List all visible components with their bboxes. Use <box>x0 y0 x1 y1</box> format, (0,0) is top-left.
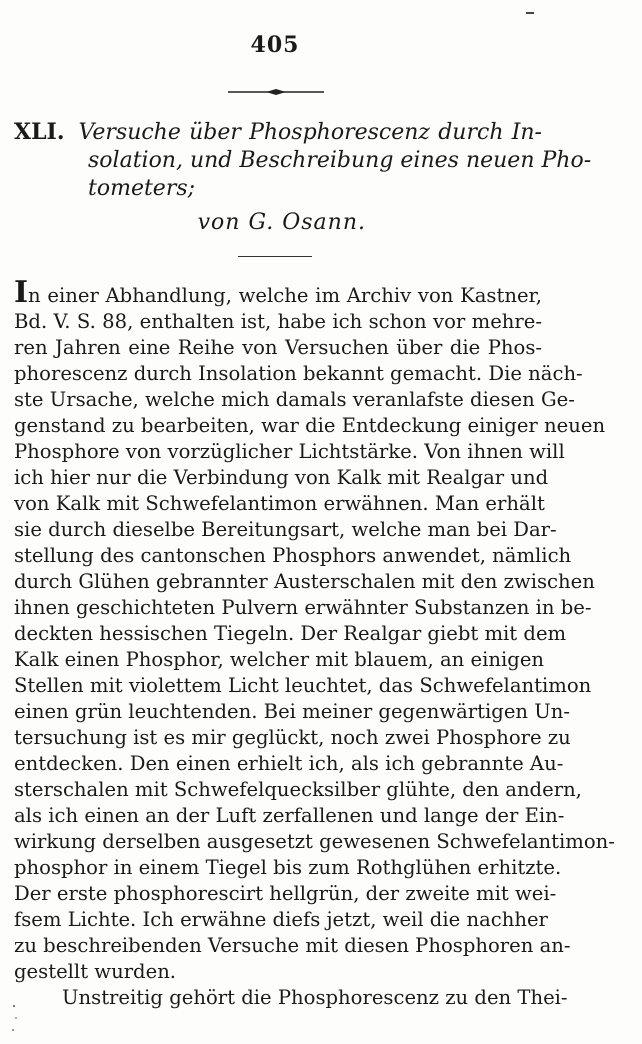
body-line: ihnen geschichteten Pulvern erwähnter Substanzen in be- <box>14 596 592 619</box>
body-line: ste Ursache, welche mich damals veranlafste diesen Ge- <box>14 388 575 411</box>
title-line-3: tometers; <box>88 176 196 201</box>
body-line: wirkung derselben ausgesetzt gewesenen Schwefelantimon- <box>14 830 615 853</box>
title-line-1 <box>14 118 542 147</box>
body-line: Der erste phosphorescirt hellgrün, der zweite mit wei- <box>14 882 557 905</box>
body-line: Kalk einen Phosphor, welcher mit blauem, an einigen <box>14 648 545 671</box>
page-number: 405 <box>250 32 300 58</box>
body-line: als ich einen an der Luft zerfallenen und lange der Ein- <box>14 804 565 827</box>
body-line: deckten hessischen Tiegeln. Der Realgar giebt mit dem <box>14 622 567 645</box>
body-line: Stellen mit violettem Licht leuchtet, das Schwefelantimon <box>14 674 592 697</box>
body-line-text: n einer Abhandlung, welche im Archiv von Kastner, <box>28 284 542 307</box>
body-line: tersuchung ist es mir geglückt, noch zwei Phosphore zu <box>14 726 571 749</box>
body-text <box>14 275 615 1011</box>
body-line: ren Jahren eine Reihe von Versuchen über die Phos- <box>14 336 542 359</box>
body-line: zu beschreibenden Versuche mit diesen Phosphoren an- <box>14 934 571 957</box>
body-line: einen grün leuchtenden. Bei meiner gegenwärtigen Un- <box>14 700 571 723</box>
section-divider <box>238 256 312 257</box>
article-numeral: XLI. <box>14 119 65 145</box>
drop-cap: I <box>14 275 29 310</box>
margin-specks-icon <box>10 1000 20 1040</box>
body-line: phorescenz durch Insolation bekannt gemacht. Die näch- <box>14 362 583 385</box>
title-line-2: solation, und Beschreibung eines neuen Pho- <box>88 148 592 173</box>
body-line: phosphor in einem Tiegel bis zum Rothglühen erhitzte. <box>14 856 562 879</box>
body-line: sie durch dieselbe Bereitungsart, welche man bei Dar- <box>14 518 557 541</box>
title-text-1: Versuche über Phosphorescenz durch In- <box>78 120 542 145</box>
body-line: Phosphore von vorzüglicher Lichtstärke. Von ihnen will <box>14 440 565 463</box>
print-mark <box>526 12 534 14</box>
body-line: von Kalk mit Schwefelantimon erwähnen. Man erhält <box>14 492 545 515</box>
author-line <box>0 210 546 235</box>
body-line <box>14 275 542 310</box>
body-line: sterschalen mit Schwefelquecksilber glühte, den andern, <box>14 778 582 801</box>
body-line: Bd. V. S. 88, enthalten ist, habe ich schon vor mehre- <box>14 310 542 333</box>
body-line: ich hier nur die Verbindung von Kalk mit Realgar und <box>14 466 549 489</box>
body-line: genstand zu bearbeiten, war die Entdeckung einiger neuen <box>14 414 606 437</box>
body-line: durch Glühen gebrannter Austerschalen mit den zwischen <box>14 570 595 593</box>
paragraph-2-first-line: Unstreitig gehört die Phosphorescenz zu den Thei- <box>62 986 568 1009</box>
body-line: fsem Lichte. Ich erwähne diefs jetzt, weil die nachher <box>14 908 548 931</box>
author-name: von G. Osann. <box>197 210 366 235</box>
body-line: gestellt wurden. <box>14 960 177 983</box>
body-line: entdecken. Den einen erhielt ich, als ich gebrannte Au- <box>14 752 564 775</box>
article-title <box>14 118 592 203</box>
ornament-rule-icon <box>228 88 324 96</box>
body-line: stellung des cantonschen Phosphors anwendet, nämlich <box>14 544 572 567</box>
